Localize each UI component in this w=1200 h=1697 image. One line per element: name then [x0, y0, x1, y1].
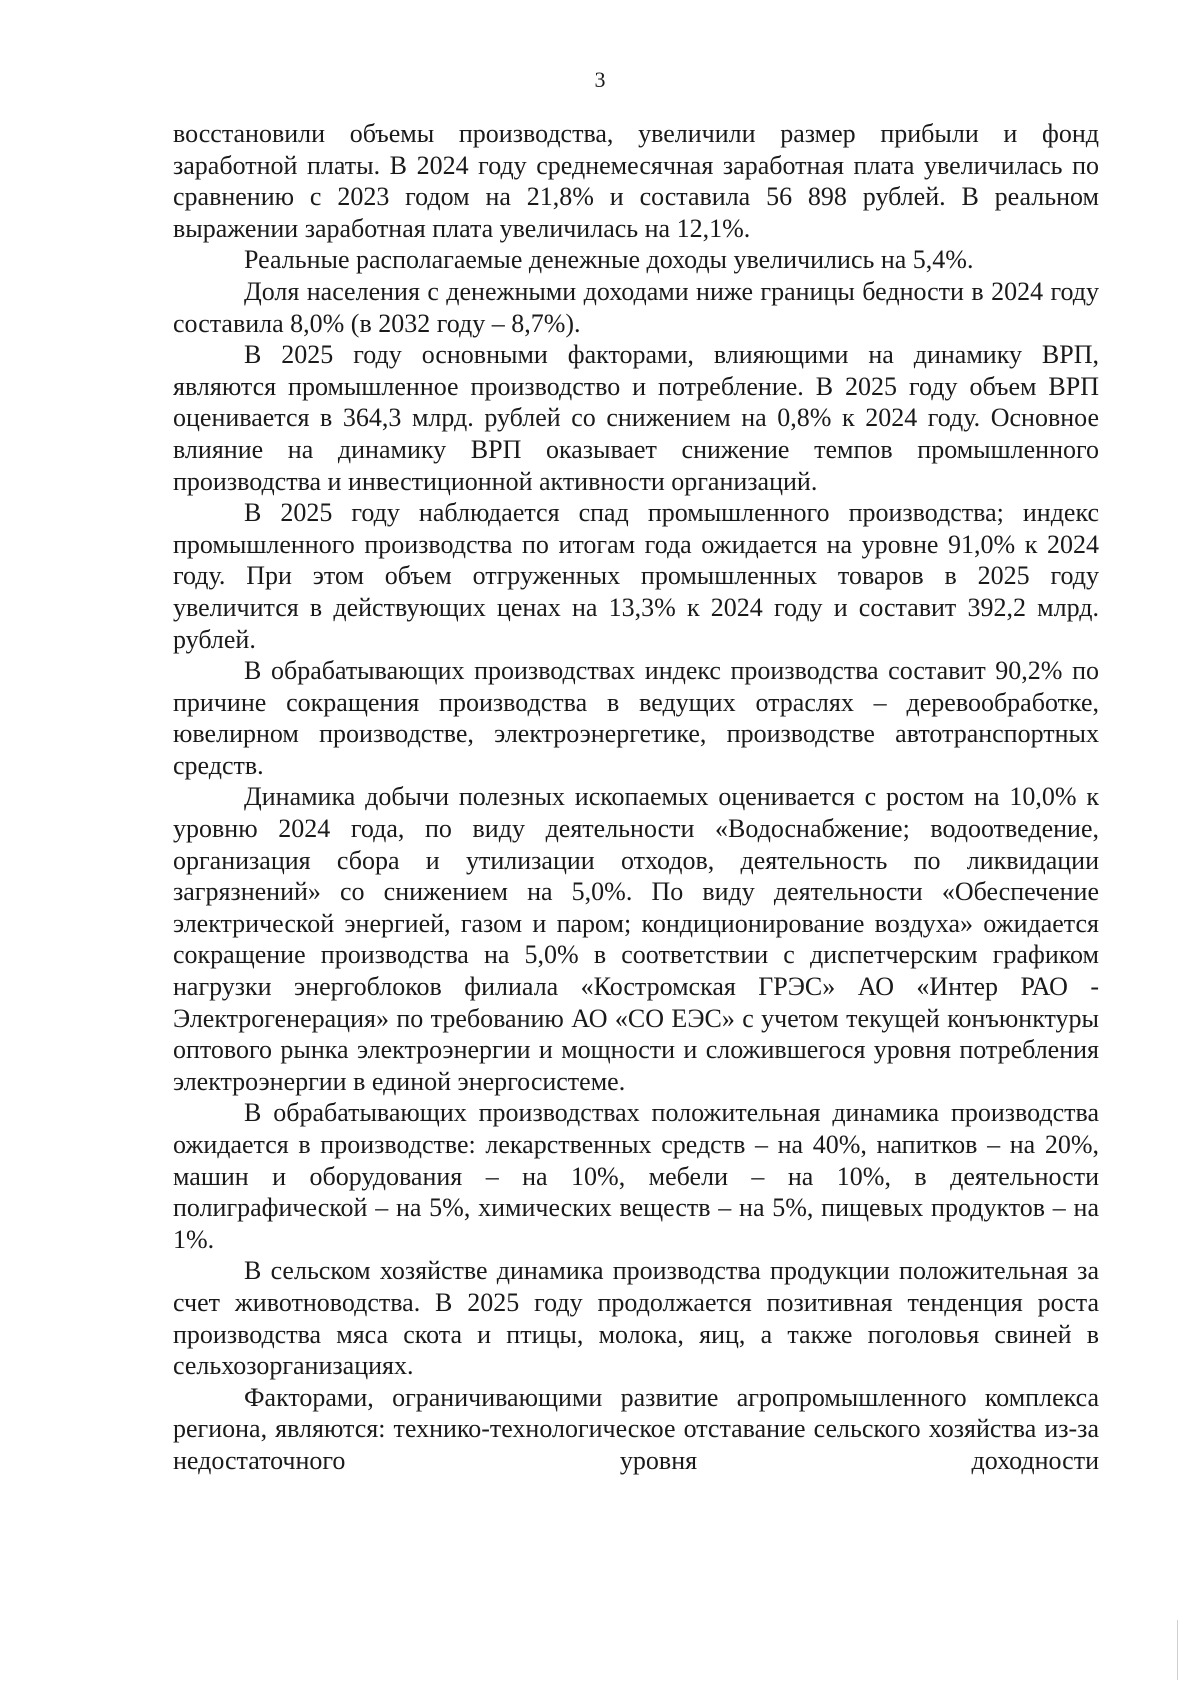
paragraph-real-income: Реальные располагаемые денежные доходы увеличились на 5,4%.	[244, 245, 974, 275]
paragraph-poverty-share: Доля населения с денежными доходами ниже границы бедности в 2024 году составила 8,0% (в 2032 году – 8,7%).	[173, 276, 1099, 338]
paragraph-industrial-production: В 2025 году наблюдается спад промышленного производства; индекс промышленного производства по итогам года ожидается на уровне 91,0% к 2024 году. При этом объем отгруженных промышленных товаров в 2025 году увеличится в действующих ценах на 13,3% к 2024 году и составит 392,2 млрд. рублей.	[173, 498, 1099, 654]
paragraph-wages-continuation: восстановили объемы производства, увеличили размер прибыли и фонд заработной платы. В 2024 году среднемесячная заработная плата увеличилась по сравнению с 2023 годом на 21,8% и составила 56 898 рублей. В реальном выражении заработная плата увеличилась на 12,1%.	[173, 119, 1099, 243]
paragraph-grp-factors: В 2025 году основными факторами, влияющими на динамику ВРП, являются промышленное производство и потребление. В 2025 году объем ВРП оценивается в 364,3 млрд. рублей со снижением на 0,8% к 2024 году. Основное влияние на динамику ВРП оказывает снижение темпов промышленного производства и инвестиционной активности организаций.	[173, 340, 1099, 496]
paragraph-manufacturing-index: В обрабатывающих производствах индекс производства составит 90,2% по причине сокращения производства в ведущих отраслях – деревообработке, ювелирном производстве, электроэнергетике, производстве автотранспортных средств.	[173, 656, 1099, 780]
scan-artifact-line	[1177, 1620, 1178, 1680]
document-body	[173, 118, 1099, 1477]
paragraph-agro-constraints: Факторами, ограничивающими развитие агропромышленного комплекса региона, являются: технико-технологическое отставание сельского хозяйства из-за недостаточного уровня доходности	[173, 1382, 1099, 1475]
paragraph-manufacturing-growth: В обрабатывающих производствах положительная динамика производства ожидается в производстве: лекарственных средств – на 40%, напитков – на 20%, машин и оборудования – на 10%, мебели – на 10%, в деятельности полиграфической – на 5%, химических веществ – на 5%, пищевых продуктов – на 1%.	[173, 1098, 1099, 1254]
page-number: 3	[594, 67, 606, 92]
paragraph-agriculture: В сельском хозяйстве динамика производства продукции положительная за счет животноводства. В 2025 году продолжается позитивная тенденция роста производства мяса скота и птицы, молока, яиц, а также поголовья свиней в сельхозорганизациях.	[173, 1256, 1099, 1381]
paragraph-mining-utilities: Динамика добычи полезных ископаемых оценивается с ростом на 10,0% к уровню 2024 года, по виду деятельности «Водоснабжение; водоотведение, организация сбора и утилизации отходов, деятельность по ликвидации загрязнений» со снижением на 5,0%. По виду деятельности «Обеспечение электрической энергией, газом и паром; кондиционирование воздуха» ожидается сокращение производства на 5,0% в соответствии с диспетчерским графиком нагрузки энергоблоков филиала «Костромская ГРЭС» АО «Интер РАО - Электрогенерация» по требованию АО «СО ЕЭС» с учетом текущей конъюнктуры оптового рынка электроэнергии и мощности и сложившегося уровня потребления электроэнергии в единой энергосистеме.	[173, 782, 1099, 1096]
